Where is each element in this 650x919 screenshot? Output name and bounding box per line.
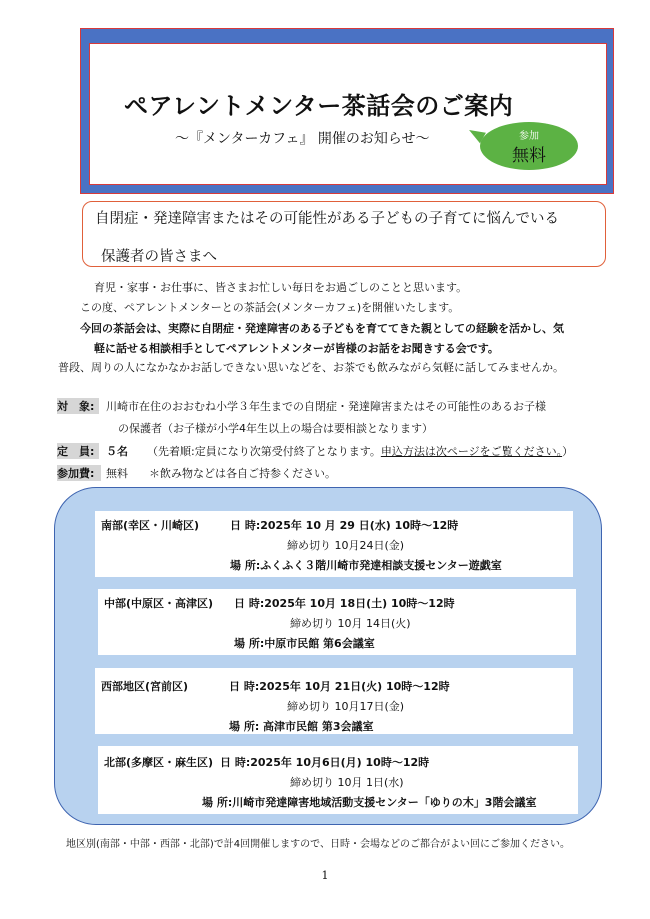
session-area: 北部(多摩区・麻生区) xyxy=(104,756,214,769)
target-label: 対 象: xyxy=(57,398,99,414)
capacity-value: ５名 xyxy=(106,445,128,458)
target-audience-line-2: 保護者の皆さまへ xyxy=(101,249,217,265)
capacity-label: 定 員: xyxy=(57,443,99,459)
session-deadline: 締め切り 10月 1日(水) xyxy=(290,776,404,789)
session-deadline: 締め切り 10月 14日(火) xyxy=(290,617,411,630)
page-subtitle: ～『メンターカフェ』 開催のお知らせ～ xyxy=(175,131,430,147)
session-venue: 場 所:中原市民館 第6会議室 xyxy=(234,637,375,650)
session-date: 日 時:2025年 10月6日(月) 10時～12時 xyxy=(220,756,430,769)
target-text-continued: の保護者（お子様が小学4年生以上の場合は要相談となります） xyxy=(118,422,433,435)
session-date: 日 時:2025年 10月 18日(土) 10時～12時 xyxy=(234,597,455,610)
fee-value: 無料 xyxy=(106,467,128,480)
session-deadline: 締め切り 10月24日(金) xyxy=(287,539,405,552)
capacity-note: （先着順:定員になり次第受付終了となります。 xyxy=(147,445,381,458)
session-date: 日 時:2025年 10 月 29 日(水) 10時～12時 xyxy=(230,519,459,532)
intro-line: 育児・家事・お仕事に、皆さまお忙しい毎日をお過ごしのことと思います。 xyxy=(94,281,468,294)
session-card-south xyxy=(95,511,573,577)
session-area: 中部(中原区・高津区) xyxy=(104,597,214,610)
fee-note: ＊飲み物などは各自ご持参ください。 xyxy=(149,467,336,480)
session-venue: 場 所:ふくふく３階川崎市発達相談支援センター遊戯室 xyxy=(230,559,502,572)
session-venue: 場 所: 高津市民館 第3会議室 xyxy=(229,720,374,733)
capacity-note-close: ） xyxy=(562,445,574,458)
footer-note: 地区別(南部・中部・西部・北部)で計4回開催しますので、日時・会場などのご都合がよい回にご参加ください。 xyxy=(66,839,570,850)
page-number: 1 xyxy=(321,869,329,882)
capacity-note-row xyxy=(147,443,573,459)
capacity-link[interactable]: 申込方法は次ページをご覧ください。 xyxy=(380,445,563,458)
target-text: 川崎市在住のおおむね小学３年生までの自閉症・発達障害またはその可能性のあるお子様 xyxy=(106,400,546,413)
fee-label: 参加費: xyxy=(57,465,101,481)
session-deadline: 締め切り 10月17日(金) xyxy=(287,700,405,713)
page-title: ペアレントメンター茶話会のご案内 xyxy=(124,92,514,120)
session-venue: 場 所:川崎市発達障害地域活動支援センター「ゆりの木」3階会議室 xyxy=(202,796,537,809)
session-date: 日 時:2025年 10月 21日(火) 10時～12時 xyxy=(229,680,450,693)
intro-line: 今回の茶話会は、実際に自閉症・発達障害のある子どもを育ててきた親としての経験を活かし、気 xyxy=(80,322,564,335)
session-area: 西部地区(宮前区) xyxy=(101,680,189,693)
free-badge-big-text: 無料 xyxy=(512,146,546,166)
intro-line: 普段、周りの人になかなかお話しできない思いなどを、お茶でも飲みながら気軽に話してみませんか。 xyxy=(58,361,564,374)
session-card-west xyxy=(95,668,573,734)
session-card-central xyxy=(98,589,576,655)
session-card-north xyxy=(98,746,578,814)
intro-line: この度、ペアレントメンターとの茶話会(メンターカフェ)を開催いたします。 xyxy=(80,301,460,314)
intro-line: 軽に話せる相談相手としてペアレントメンターが皆様のお話をお聞きする会です。 xyxy=(94,342,499,355)
session-area: 南部(幸区・川崎区) xyxy=(101,519,200,532)
target-audience-line-1: 自閉症・発達障害またはその可能性がある子どもの子育てに悩んでいる xyxy=(95,211,559,227)
free-badge-small-text: 参加 xyxy=(519,131,539,142)
